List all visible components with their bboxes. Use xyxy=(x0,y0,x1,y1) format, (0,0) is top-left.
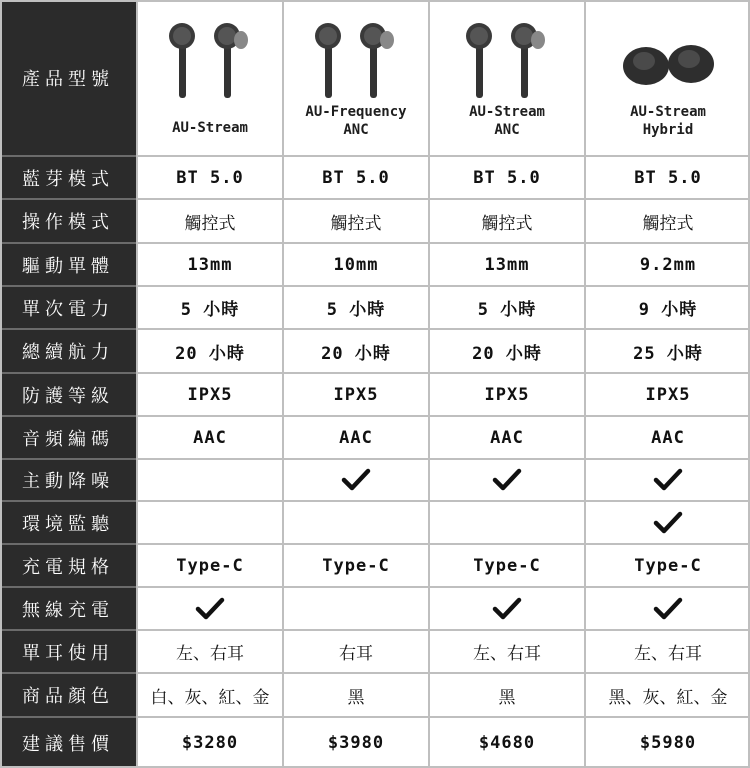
table-cell xyxy=(584,328,750,372)
product-header-3 xyxy=(428,0,584,155)
table-cell xyxy=(136,328,282,372)
cell-value: Type-C xyxy=(473,555,541,576)
cell-value: 10mm xyxy=(333,254,379,275)
table-cell xyxy=(584,198,750,242)
product-name-line2: ANC xyxy=(343,122,369,138)
table-cell xyxy=(282,716,428,768)
row-label: 音頻編碼 xyxy=(0,415,136,458)
table-cell xyxy=(136,198,282,242)
cell-value: BT 5.0 xyxy=(176,167,244,188)
cell-value: 觸控式 xyxy=(184,213,236,234)
product-name-line2: Hybrid xyxy=(642,122,694,138)
check-icon xyxy=(653,510,683,536)
row-label: 總續航力 xyxy=(0,328,136,372)
table-cell xyxy=(428,500,584,543)
product-header-2 xyxy=(282,0,428,155)
cell-value: 左、右耳 xyxy=(634,644,702,664)
table-cell xyxy=(282,543,428,586)
table-cell xyxy=(136,672,282,716)
cell-value: 20 小時 xyxy=(472,343,542,364)
table-cell xyxy=(584,500,750,543)
table-cell xyxy=(282,328,428,372)
table-cell xyxy=(428,198,584,242)
table-cell xyxy=(428,586,584,629)
cell-value: 20 小時 xyxy=(321,343,391,364)
table-cell xyxy=(584,586,750,629)
row-label: 防護等級 xyxy=(0,372,136,415)
table-cell xyxy=(136,155,282,198)
row-label: 充電規格 xyxy=(0,543,136,586)
stem-earbuds-icon xyxy=(155,20,265,104)
cell-value: IPX5 xyxy=(484,384,530,405)
table-cell xyxy=(584,242,750,285)
table-cell xyxy=(428,716,584,768)
table-cell xyxy=(282,500,428,543)
table-cell xyxy=(282,586,428,629)
product-name-line1: AU-Stream xyxy=(172,120,248,136)
table-cell xyxy=(136,500,282,543)
product-name xyxy=(430,103,584,139)
table-cell xyxy=(136,543,282,586)
check-icon xyxy=(492,467,522,493)
cell-value: 13mm xyxy=(484,254,530,275)
product-header-4 xyxy=(584,0,750,155)
table-cell xyxy=(136,716,282,768)
product-name-line1: AU-Stream xyxy=(469,104,545,120)
cell-value: 13mm xyxy=(187,254,233,275)
table-cell xyxy=(428,328,584,372)
table-cell xyxy=(428,629,584,672)
table-cell xyxy=(428,242,584,285)
cell-value: 5 小時 xyxy=(326,300,386,320)
table-cell xyxy=(428,415,584,458)
header-label: 產品型號 xyxy=(22,68,114,90)
table-cell xyxy=(136,285,282,328)
table-cell xyxy=(584,285,750,328)
cell-value: $5980 xyxy=(639,733,697,753)
cell-value: 9.2mm xyxy=(639,254,697,275)
stem-earbuds-icon xyxy=(452,20,562,104)
row-label: 主動降噪 xyxy=(0,458,136,500)
product-header-1 xyxy=(136,0,282,155)
cell-value: 黑 xyxy=(347,687,365,708)
cell-value: Type-C xyxy=(322,555,390,576)
cell-value: 黑、灰、紅、金 xyxy=(608,687,728,708)
cell-value: $3280 xyxy=(181,733,239,753)
product-name xyxy=(284,103,428,139)
table-cell xyxy=(282,155,428,198)
cell-value: 左、右耳 xyxy=(176,644,244,664)
cell-value: 觸控式 xyxy=(642,213,694,234)
table-cell xyxy=(136,586,282,629)
cell-value: IPX5 xyxy=(187,384,233,405)
product-name-line1: AU-Frequency xyxy=(305,104,407,120)
cell-value: 右耳 xyxy=(339,644,373,664)
cell-value: AAC xyxy=(193,427,227,448)
cell-value: AAC xyxy=(490,427,524,448)
row-label: 單耳使用 xyxy=(0,629,136,672)
cell-value: BT 5.0 xyxy=(473,167,541,188)
cell-value: Type-C xyxy=(634,555,702,576)
row-label: 操作模式 xyxy=(0,198,136,242)
table-cell xyxy=(282,629,428,672)
check-icon xyxy=(195,596,225,622)
cell-value: 觸控式 xyxy=(330,213,382,234)
table-cell xyxy=(136,372,282,415)
check-icon xyxy=(653,596,683,622)
table-cell xyxy=(428,285,584,328)
table-cell xyxy=(282,372,428,415)
cell-value: 5 小時 xyxy=(180,300,240,320)
table-cell xyxy=(584,458,750,500)
cell-value: 左、右耳 xyxy=(473,644,541,664)
table-cell xyxy=(136,242,282,285)
table-cell xyxy=(282,285,428,328)
table-cell xyxy=(136,415,282,458)
cell-value: 觸控式 xyxy=(481,213,533,234)
table-cell xyxy=(282,415,428,458)
cell-value: 5 小時 xyxy=(477,300,537,320)
table-cell xyxy=(428,543,584,586)
table-cell xyxy=(282,458,428,500)
table-cell xyxy=(428,372,584,415)
table-cell xyxy=(136,629,282,672)
cell-value: 20 小時 xyxy=(175,343,245,364)
table-cell xyxy=(136,458,282,500)
cell-value: BT 5.0 xyxy=(322,167,390,188)
cell-value: Type-C xyxy=(176,555,244,576)
cell-value: 黑 xyxy=(498,687,516,708)
row-label: 建議售價 xyxy=(0,716,136,768)
cell-value: IPX5 xyxy=(333,384,379,405)
check-icon xyxy=(341,467,371,493)
cell-value: BT 5.0 xyxy=(634,167,702,188)
row-label: 藍芽模式 xyxy=(0,155,136,198)
row-label: 單次電力 xyxy=(0,285,136,328)
product-name-line2: ANC xyxy=(494,122,520,138)
table-cell xyxy=(428,155,584,198)
product-name-line1: AU-Stream xyxy=(630,104,706,120)
bud-earbuds-icon xyxy=(613,34,723,98)
row-label: 驅動單體 xyxy=(0,242,136,285)
check-icon xyxy=(653,467,683,493)
check-icon xyxy=(492,596,522,622)
table-cell xyxy=(584,629,750,672)
table-cell xyxy=(584,372,750,415)
row-label: 無線充電 xyxy=(0,586,136,629)
row-label: 商品顏色 xyxy=(0,672,136,716)
table-cell xyxy=(584,543,750,586)
cell-value: AAC xyxy=(651,427,685,448)
stem-earbuds-icon xyxy=(301,20,411,104)
cell-value: 25 小時 xyxy=(633,343,703,364)
table-cell xyxy=(282,672,428,716)
table-cell xyxy=(584,155,750,198)
table-cell xyxy=(282,242,428,285)
cell-value: AAC xyxy=(339,427,373,448)
table-cell xyxy=(584,716,750,768)
row-label: 環境監聽 xyxy=(0,500,136,543)
table-cell xyxy=(428,458,584,500)
table-cell xyxy=(584,672,750,716)
table-cell xyxy=(428,672,584,716)
cell-value: 9 小時 xyxy=(638,300,698,320)
table-cell xyxy=(584,415,750,458)
cell-value: IPX5 xyxy=(645,384,691,405)
cell-value: $4680 xyxy=(478,733,536,753)
product-name xyxy=(138,119,282,137)
table-cell xyxy=(282,198,428,242)
product-name xyxy=(586,103,750,139)
cell-value: $3980 xyxy=(327,733,385,753)
cell-value: 白、灰、紅、金 xyxy=(150,687,270,708)
